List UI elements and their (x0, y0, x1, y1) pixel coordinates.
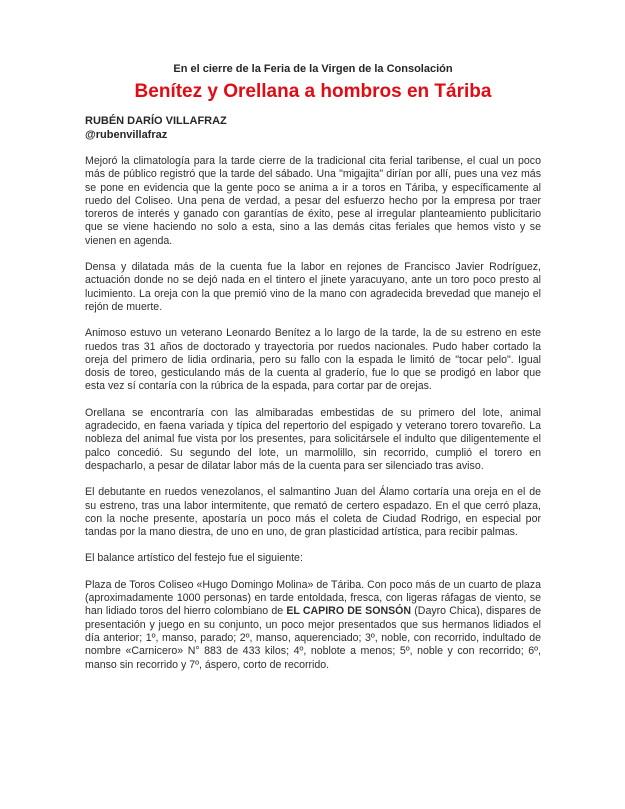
paragraph-6-balance-intro: El balance artístico del festejo fue el siguiente: (85, 552, 303, 565)
paragraph-2: Densa y dilatada más de la cuenta fue la labor en rejones de Francisco Javier Rodríguez, actuación donde no se dejó nada en el tintero el jinete yaracuyano, ante un toro poco presto al lucimiento. La oreja con la que premió vino de la mano con agradecida brevedad que manejo el rejón de muerte. (85, 261, 541, 313)
article-headline: Benítez y Orellana a hombros en Táriba (134, 81, 492, 102)
paragraph-7-balance-detail (85, 579, 541, 672)
closing-paragraph-text-after: (Dayro Chica), dispares de presentación y juego en su conjunto, un poco mejor presentados que sus hermanos lidiados el día anterior; 1º, manso, parado; 2º, manso, aquerenciado; 3º, noble, con recorrido, indultado de nombre «Carnicero» N° 883 de 433 kilos; 4º, noblote a menos; 5º, noble y con recorrido; 6º, manso sin recorrido y 7º, áspero, corto de recorrido. (85, 605, 541, 671)
closing-paragraph-text-before: Plaza de Toros Coliseo «Hugo Domingo Molina» de Táriba. Con poco más de un cuarto de plaza (aproximadamente 1000 personas) en tarde entoldada, fresca, con ligeras ráfagas de viento, se han lidiado toros del hierro colombiano de (85, 578, 541, 618)
ranch-name-bold: EL CAPIRO DE SONSÓN (286, 605, 412, 618)
paragraph-4: Orellana se encontraría con las almibaradas embestidas de su primero del lote, animal agradecido, en faena variada y típica del repertorio del espigado y veterano torero tovareño. La nobleza del animal fue vista por los presentes, para solicitársele el indulto que diligentemente el palco concedió. Su segundo del lote, un marmolillo, sin recorrido, cumplió el torero en despacharlo, a pesar de dilatar labor más de la cuenta para ser silenciado tras aviso. (85, 406, 541, 472)
byline-author-name: RUBÉN DARÍO VILLAFRAZ (85, 115, 227, 127)
article-body (85, 155, 541, 672)
paragraph-3: Animoso estuvo un veterano Leonardo Benítez a lo largo de la tarde, la de su estreno en este ruedos tras 31 años de doctorado y trayectoria por ruedos nacionales. Pudo haber cortado la oreja del primero de lidia ordinaria, pero su fallo con la espada le limitó de "tocar pelo". Igual dosis de toreo, gesticulando más de la cuenta al graderío, fue lo que se prodigó en labor que esta vez sí contaría con la rúbrica de la espada, para cortar par de orejas. (85, 327, 541, 393)
article-byline (85, 115, 541, 142)
article-kicker: En el cierre de la Feria de la Virgen de la Consolación (173, 63, 453, 75)
paragraph-5: El debutante en ruedos venezolanos, el salmantino Juan del Álamo cortaría una oreja en el de su estreno, tras una labor intermitente, que remató de certero espadazo. En el que cerró plaza, con la noche presente, apostaría un poco más el coleta de Ciudad Rodrigo, en especial por tandas por la mano diestra, de uno en uno, de gran plasticidad artística, para recibir palmas. (85, 486, 541, 539)
paragraph-1: Mejoró la climatología para la tarde cierre de la tradicional cita ferial taribense, el cual un poco más de público registró que la tarde del sábado. Una "migajita" dirían por allí, pues una vez más se pone en evidencia que la gente poco se anima a ir a toros en Táriba, y específicamente al ruedo del Coliseo. Una pena de verdad, a pesar del esfuerzo hecho por la empresa por traer toreros de interés y ganado con garantías de éxito, pese al irregular planteamiento publicitario que se viene haciendo no solo a esta, sino a las demás citas feriales que hemos visto y se vienen en agenda. (85, 155, 541, 247)
byline-twitter-handle: @rubenvillafraz (85, 128, 168, 141)
